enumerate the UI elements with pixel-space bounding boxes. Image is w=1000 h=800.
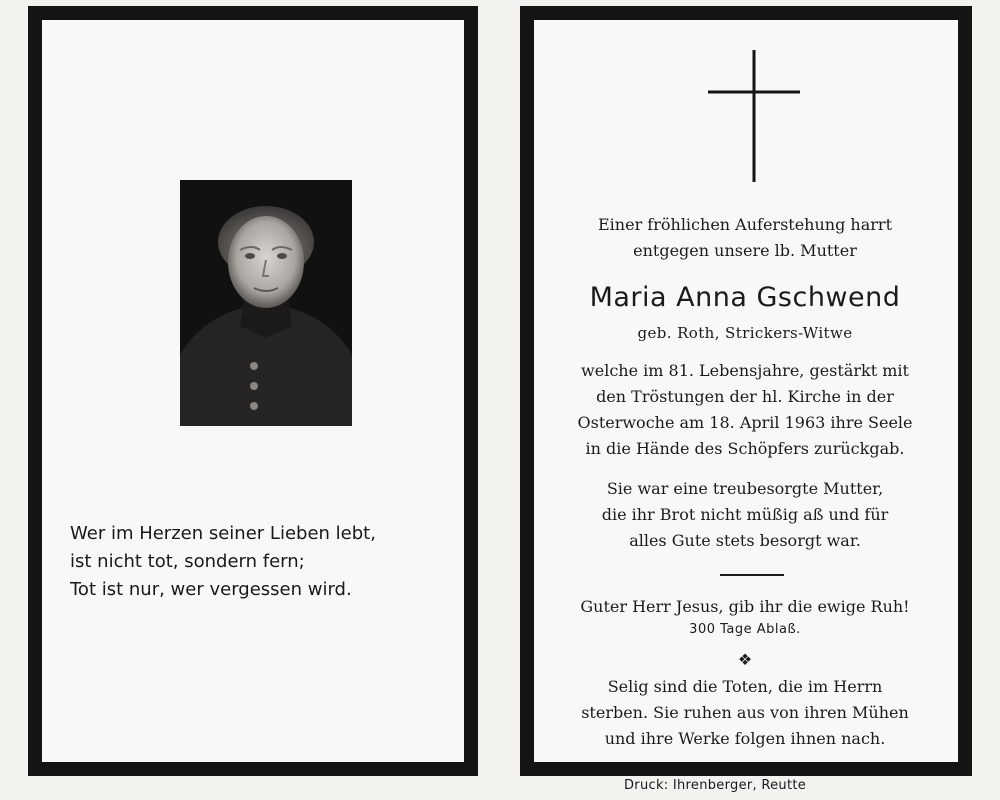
tribute-line: Sie war eine treubesorgte Mutter, [606, 479, 884, 498]
beatitude-text [550, 674, 940, 752]
intro-line: entgegen unsere lb. Mutter [633, 241, 857, 260]
tribute-line: alles Gute stets besorgt war. [629, 531, 861, 550]
deceased-subtitle: geb. Roth, Strickers-Witwe [637, 324, 853, 342]
deceased-name: Maria Anna Gschwend [589, 282, 901, 313]
intro-line: Einer fröhlichen Auferstehung harrt [598, 215, 892, 234]
portrait-photo [180, 180, 352, 426]
beatitude-line: sterben. Sie ruhen aus von ihren Mühen [581, 703, 909, 722]
ornament-icon: ❖ [737, 650, 753, 669]
death-notice-text [550, 358, 940, 462]
right-card-panel [520, 6, 972, 776]
prayer-text: Guter Herr Jesus, gib ihr die ewige Ruh! [580, 597, 910, 616]
tribute-line: die ihr Brot nicht müßig aß und für [601, 505, 889, 524]
death-notice-line: den Tröstungen der hl. Kirche in der [596, 387, 894, 406]
portrait-image [180, 180, 352, 426]
latin-cross-icon [706, 48, 802, 184]
tribute-text [550, 476, 940, 554]
beatitude-line: und ihre Werke folgen ihnen nach. [604, 729, 886, 748]
poem-line: Wer im Herzen seiner Lieben lebt, [70, 523, 376, 544]
section-divider [720, 574, 784, 576]
death-notice-line: Osterwoche am 18. April 1963 ihre Seele [577, 413, 913, 432]
poem-line: ist nicht tot, sondern fern; [70, 551, 305, 572]
indulgence-text: 300 Tage Ablaß. [689, 622, 801, 637]
death-notice-line: in die Hände des Schöpfers zurückgab. [585, 439, 905, 458]
poem-line: Tot ist nur, wer vergessen wird. [70, 579, 352, 600]
intro-text [550, 212, 940, 264]
poem-verse [70, 520, 450, 604]
beatitude-line: Selig sind die Toten, die im Herrn [607, 677, 883, 696]
printer-credit: Druck: Ihrenberger, Reutte [624, 778, 807, 793]
left-card-panel [28, 6, 478, 776]
death-notice-line: welche im 81. Lebensjahre, gestärkt mit [581, 361, 909, 380]
